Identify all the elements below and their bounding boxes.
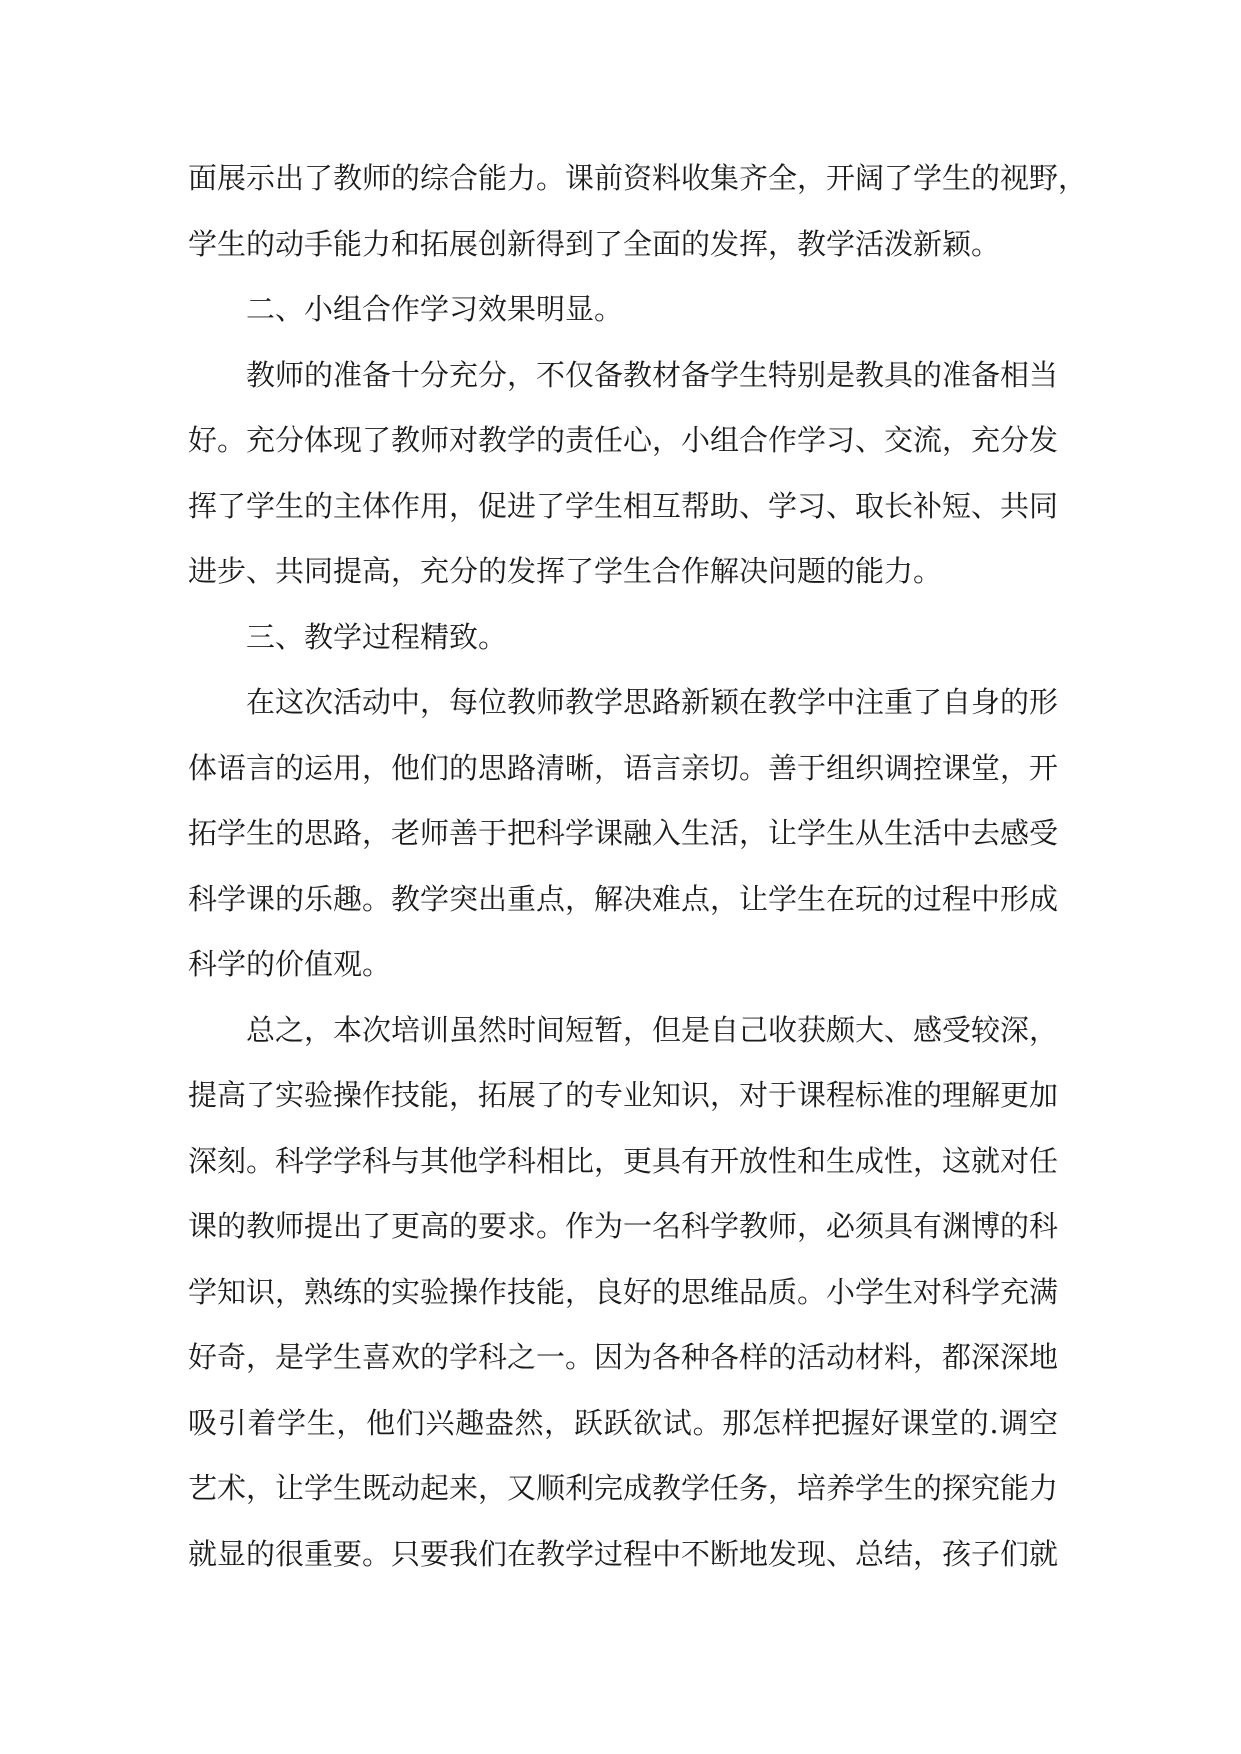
text-line: 好。充分体现了教师对教学的责任心，小组合作学习、交流，充分发 bbox=[188, 423, 1059, 457]
text-line: 深刻。科学学科与其他学科相比，更具有开放性和生成性，这就对任 bbox=[188, 1143, 1059, 1178]
text-line: 好奇，是学生喜欢的学科之一。因为各种各样的活动材料，都深深地 bbox=[188, 1340, 1059, 1374]
text-line: 体语言的运用，他们的思路清晰，语言亲切。善于组织调控课堂，开 bbox=[188, 750, 1059, 785]
text-line: 就显的很重要。只要我们在教学过程中不断地发现、总结，孩子们就 bbox=[188, 1536, 1059, 1571]
text-line: 学生的动手能力和拓展创新得到了全面的发挥，教学活泼新颖。 bbox=[188, 226, 1001, 261]
text-line: 三、教学过程精致。 bbox=[246, 619, 508, 654]
text-line: 科学的价值观。 bbox=[188, 947, 392, 981]
text-line: 学知识，熟练的实验操作技能，良好的思维品质。小学生对科学充满 bbox=[188, 1274, 1059, 1309]
document-body bbox=[188, 146, 1088, 1587]
text-line: 科学课的乐趣。教学突出重点，解决难点，让学生在玩的过程中形成 bbox=[188, 881, 1059, 916]
text-line: 挥了学生的主体作用，促进了学生相互帮助、学习、取长补短、共同 bbox=[188, 488, 1059, 523]
text-line: 提高了实验操作技能，拓展了的专业知识，对于课程标准的理解更加 bbox=[188, 1078, 1059, 1112]
text-line: 总之，本次培训虽然时间短暂，但是自己收获颇大、感受较深， bbox=[246, 1012, 1059, 1047]
text-line: 艺术，让学生既动起来，又顺利完成教学任务，培养学生的探究能力 bbox=[188, 1471, 1059, 1505]
text-line: 面展示出了教师的综合能力。课前资料收集齐全，开阔了学生的视野， bbox=[188, 161, 1088, 195]
text-line: 进步、共同提高，充分的发挥了学生合作解决问题的能力。 bbox=[188, 554, 943, 588]
text-line: 拓学生的思路，老师善于把科学课融入生活，让学生从生活中去感受 bbox=[188, 816, 1059, 850]
text-line: 吸引着学生，他们兴趣盎然，跃跃欲试。那怎样把握好课堂的.调空 bbox=[188, 1405, 1058, 1440]
text-line: 在这次活动中，每位教师教学思路新颖在教学中注重了自身的形 bbox=[246, 685, 1059, 719]
text-line: 课的教师提出了更高的要求。作为一名科学教师，必须具有渊博的科 bbox=[188, 1209, 1059, 1243]
text-line: 二、小组合作学习效果明显。 bbox=[246, 292, 624, 326]
text-line: 教师的准备十分充分，不仅备教材备学生特别是教具的准备相当 bbox=[246, 357, 1059, 392]
